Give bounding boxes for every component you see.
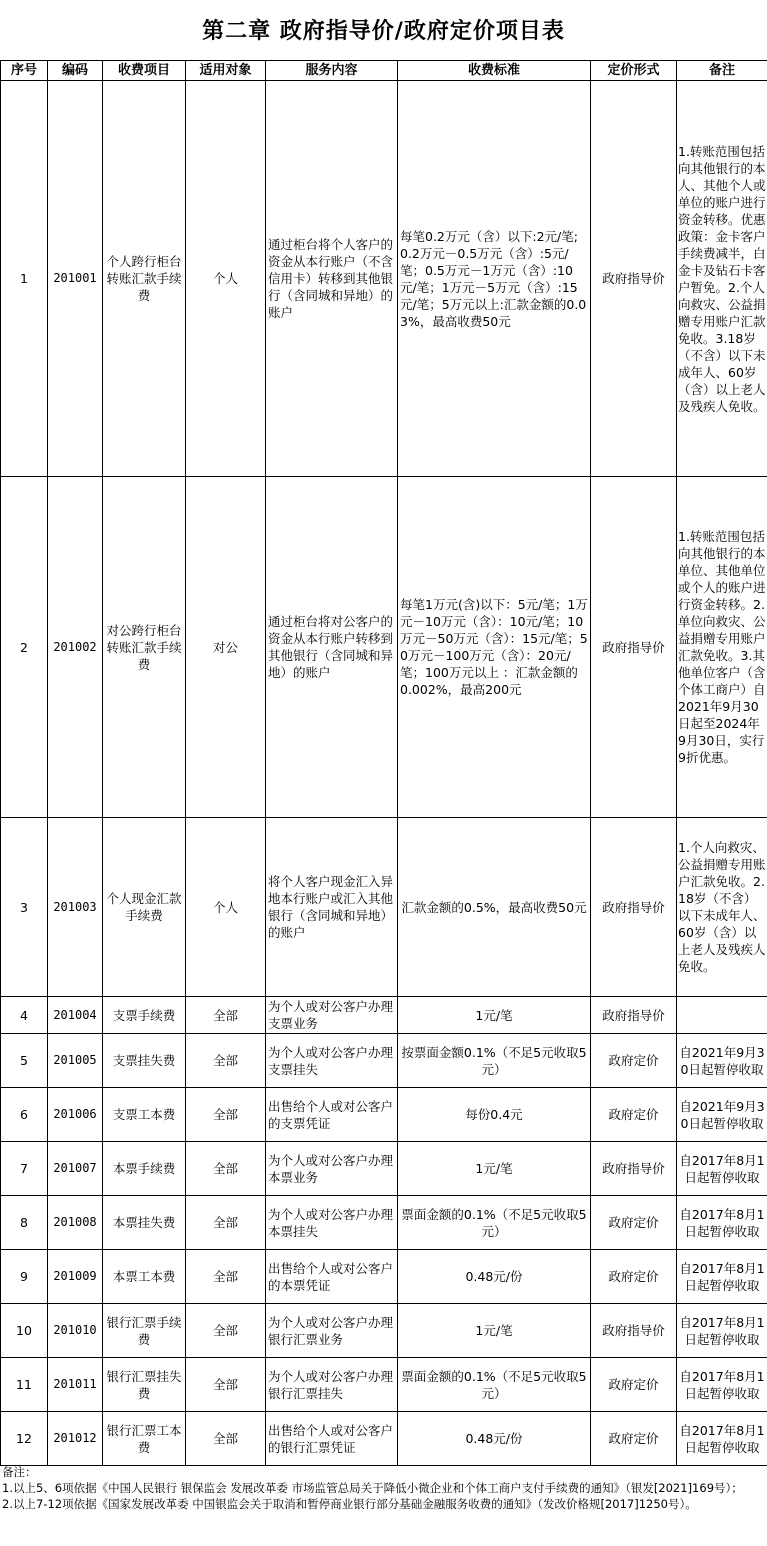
table-row	[1, 1304, 767, 1358]
cell-seq: 4	[1, 997, 48, 1034]
cell-service: 为个人或对公客户办理银行汇票挂失	[266, 1358, 398, 1412]
cell-seq: 8	[1, 1196, 48, 1250]
cell-remark: 自2017年8月1日起暂停收取	[677, 1412, 767, 1466]
cell-pricing: 政府定价	[591, 1196, 677, 1250]
cell-service: 为个人或对公客户办理银行汇票业务	[266, 1304, 398, 1358]
cell-target: 全部	[186, 1142, 266, 1196]
footnote-1: 1.以上5、6项依据《中国人民银行 银保监会 发展改革委 市场监管总局关于降低小微企业和个体工商户支付手续费的通知》（银发[2021]169号）；	[2, 1481, 743, 1495]
cell-seq: 10	[1, 1304, 48, 1358]
cell-pricing: 政府定价	[591, 1250, 677, 1304]
table-row	[1, 81, 767, 477]
cell-pricing: 政府指导价	[591, 1304, 677, 1358]
table-row	[1, 1196, 767, 1250]
header-code: 编码	[48, 61, 103, 81]
cell-service: 通过柜台将个人客户的资金从本行账户（不含信用卡）转移到其他银行（含同城和异地）的账户	[266, 81, 398, 477]
cell-code: 201007	[48, 1142, 103, 1196]
table-row	[1, 1088, 767, 1142]
cell-seq: 7	[1, 1142, 48, 1196]
cell-standard: 票面金额的0.1%（不足5元收取5元）	[398, 1196, 591, 1250]
cell-target: 全部	[186, 1196, 266, 1250]
cell-item: 对公跨行柜台转账汇款手续费	[103, 477, 186, 818]
cell-pricing: 政府定价	[591, 1034, 677, 1088]
cell-target: 全部	[186, 1304, 266, 1358]
cell-seq: 12	[1, 1412, 48, 1466]
cell-remark: 1.个人向救灾、公益捐赠专用账户汇款免收。2.18岁（不含）以下未成年人、60岁（含）以上老人及残疾人免收。	[677, 818, 767, 997]
footnotes	[2, 1464, 765, 1512]
cell-service: 为个人或对公客户办理支票挂失	[266, 1034, 398, 1088]
cell-code: 201002	[48, 477, 103, 818]
cell-item: 银行汇票工本费	[103, 1412, 186, 1466]
header-service: 服务内容	[266, 61, 398, 81]
cell-code: 201009	[48, 1250, 103, 1304]
cell-target: 全部	[186, 1250, 266, 1304]
cell-service: 为个人或对公客户办理本票业务	[266, 1142, 398, 1196]
header-pricing: 定价形式	[591, 61, 677, 81]
cell-item: 本票挂失费	[103, 1196, 186, 1250]
cell-item: 本票手续费	[103, 1142, 186, 1196]
table-row	[1, 1142, 767, 1196]
cell-remark: 1.转账范围包括向其他银行的本单位、其他单位或个人的账户进行资金转移。2.单位向救灾、公益捐赠专用账户汇款免收。3.其他单位客户（含个体工商户）自2021年9月30日起至2024年9月30日，实行9折优惠。	[677, 477, 767, 818]
cell-target: 个人	[186, 818, 266, 997]
cell-pricing: 政府指导价	[591, 997, 677, 1034]
table-row	[1, 1412, 767, 1466]
cell-target: 全部	[186, 1358, 266, 1412]
cell-item: 个人现金汇款手续费	[103, 818, 186, 997]
cell-remark: 1.转账范围包括向其他银行的本人、其他个人或单位的账户进行资金转移。优惠政策：金卡客户手续费减半，白金卡及钻石卡客户暂免。2.个人向救灾、公益捐赠专用账户汇款免收。3.18岁（不含）以下未成年人、60岁（含）以上老人及残疾人免收。	[677, 81, 767, 477]
cell-pricing: 政府定价	[591, 1088, 677, 1142]
cell-pricing: 政府指导价	[591, 1142, 677, 1196]
cell-standard: 按票面金额0.1%（不足5元收取5元）	[398, 1034, 591, 1088]
cell-item: 支票挂失费	[103, 1034, 186, 1088]
table-row	[1, 1250, 767, 1304]
cell-service: 将个人客户现金汇入异地本行账户或汇入其他银行（含同城和异地）的账户	[266, 818, 398, 997]
cell-item: 支票手续费	[103, 997, 186, 1034]
cell-service: 为个人或对公客户办理支票业务	[266, 997, 398, 1034]
cell-code: 201008	[48, 1196, 103, 1250]
table-row	[1, 1358, 767, 1412]
cell-service: 出售给个人或对公客户的支票凭证	[266, 1088, 398, 1142]
cell-target: 对公	[186, 477, 266, 818]
cell-code: 201011	[48, 1358, 103, 1412]
cell-seq: 2	[1, 477, 48, 818]
cell-service: 通过柜台将对公客户的资金从本行账户转移到其他银行（含同城和异地）的账户	[266, 477, 398, 818]
cell-standard: 0.48元/份	[398, 1250, 591, 1304]
cell-service: 出售给个人或对公客户的本票凭证	[266, 1250, 398, 1304]
cell-code: 201012	[48, 1412, 103, 1466]
cell-standard: 1元/笔	[398, 1304, 591, 1358]
cell-item: 本票工本费	[103, 1250, 186, 1304]
cell-code: 201006	[48, 1088, 103, 1142]
cell-seq: 5	[1, 1034, 48, 1088]
table-row	[1, 1034, 767, 1088]
cell-target: 全部	[186, 1088, 266, 1142]
table-row	[1, 997, 767, 1034]
cell-seq: 1	[1, 81, 48, 477]
cell-remark: 自2017年8月1日起暂停收取	[677, 1196, 767, 1250]
cell-remark: 自2017年8月1日起暂停收取	[677, 1250, 767, 1304]
table-row	[1, 477, 767, 818]
header-remark: 备注	[677, 61, 767, 81]
cell-remark	[677, 997, 767, 1034]
cell-service: 出售给个人或对公客户的银行汇票凭证	[266, 1412, 398, 1466]
footnote-2: 2.以上7-12项依据《国家发展改革委 中国银监会关于取消和暂停商业银行部分基础金融服务收费的通知》（发改价格规[2017]1250号）。	[2, 1497, 697, 1511]
header-item: 收费项目	[103, 61, 186, 81]
cell-code: 201005	[48, 1034, 103, 1088]
cell-pricing: 政府定价	[591, 1358, 677, 1412]
cell-standard: 票面金额的0.1%（不足5元收取5元）	[398, 1358, 591, 1412]
cell-standard: 1元/笔	[398, 1142, 591, 1196]
cell-code: 201004	[48, 997, 103, 1034]
cell-item: 个人跨行柜台转账汇款手续费	[103, 81, 186, 477]
cell-seq: 3	[1, 818, 48, 997]
cell-remark: 自2021年9月30日起暂停收取	[677, 1088, 767, 1142]
table-header-row	[1, 61, 767, 81]
header-standard: 收费标准	[398, 61, 591, 81]
cell-standard: 每份0.4元	[398, 1088, 591, 1142]
header-seq: 序号	[1, 61, 48, 81]
cell-code: 201001	[48, 81, 103, 477]
cell-standard: 1元/笔	[398, 997, 591, 1034]
table-row	[1, 818, 767, 997]
cell-code: 201010	[48, 1304, 103, 1358]
cell-item: 银行汇票挂失费	[103, 1358, 186, 1412]
cell-target: 全部	[186, 1412, 266, 1466]
cell-remark: 自2017年8月1日起暂停收取	[677, 1304, 767, 1358]
cell-seq: 6	[1, 1088, 48, 1142]
footnotes-label: 备注：	[2, 1465, 37, 1479]
cell-item: 银行汇票手续费	[103, 1304, 186, 1358]
cell-pricing: 政府定价	[591, 1412, 677, 1466]
cell-standard: 0.48元/份	[398, 1412, 591, 1466]
cell-item: 支票工本费	[103, 1088, 186, 1142]
fee-table	[0, 60, 767, 1466]
cell-remark: 自2017年8月1日起暂停收取	[677, 1358, 767, 1412]
page-title: 第二章 政府指导价/政府定价项目表	[202, 19, 565, 44]
cell-remark: 自2021年9月30日起暂停收取	[677, 1034, 767, 1088]
cell-target: 全部	[186, 997, 266, 1034]
cell-service: 为个人或对公客户办理本票挂失	[266, 1196, 398, 1250]
header-target: 适用对象	[186, 61, 266, 81]
cell-pricing: 政府指导价	[591, 477, 677, 818]
cell-remark: 自2017年8月1日起暂停收取	[677, 1142, 767, 1196]
cell-standard: 汇款金额的0.5%，最高收费50元	[398, 818, 591, 997]
cell-seq: 11	[1, 1358, 48, 1412]
cell-code: 201003	[48, 818, 103, 997]
cell-standard: 每笔1万元(含)以下：5元/笔；1万元－10万元（含）：10元/笔；10万元－50万元（含）：15元/笔；50万元－100万元（含）：20元/笔；100万元以上 ：汇款金额的0.002%，最高200元	[398, 477, 591, 818]
cell-target: 全部	[186, 1034, 266, 1088]
cell-pricing: 政府指导价	[591, 818, 677, 997]
cell-pricing: 政府指导价	[591, 81, 677, 477]
cell-standard: 每笔0.2万元（含）以下:2元/笔;0.2万元－0.5万元（含）:5元/笔；0.5万元－1万元（含）:10元/笔；1万元－5万元（含）:15元/笔；5万元以上:汇款金额的0.03%，最高收费50元	[398, 81, 591, 477]
cell-target: 个人	[186, 81, 266, 477]
cell-seq: 9	[1, 1250, 48, 1304]
